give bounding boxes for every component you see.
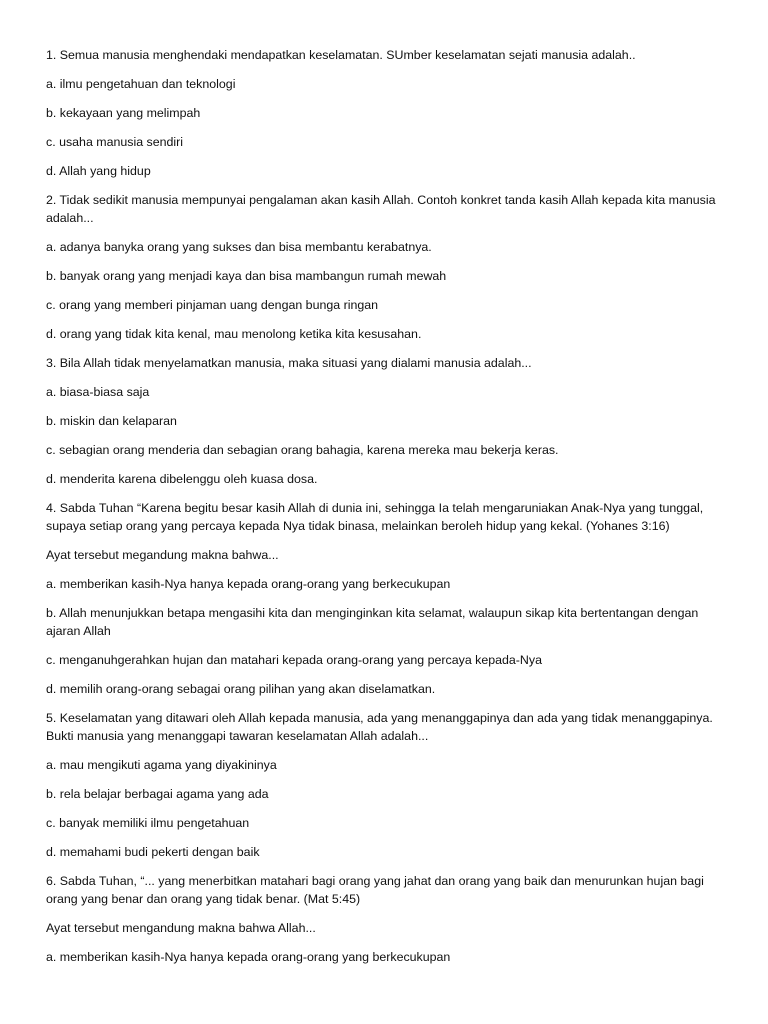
question-2-option-a: a. adanya banyka orang yang sukses dan bisa membantu kerabatnya. — [46, 240, 432, 254]
question-5-option-b: b. rela belajar berbagai agama yang ada — [46, 787, 269, 801]
question-3-option-a: a. biasa-biasa saja — [46, 385, 150, 399]
question-5-option-a: a. mau mengikuti agama yang diyakininya — [46, 758, 277, 772]
document-page — [46, 46, 736, 977]
question-6-option-a: a. memberikan kasih-Nya hanya kepada orang-orang yang berkecukupan — [46, 950, 451, 964]
question-4-option-a: a. memberikan kasih-Nya hanya kepada orang-orang yang berkecukupan — [46, 577, 451, 591]
question-6-prompt: Ayat tersebut mengandung makna bahwa Allah... — [46, 921, 316, 935]
question-3-option-c: c. sebagian orang menderia dan sebagian orang bahagia, karena mereka mau bekerja keras. — [46, 443, 559, 457]
question-5-option-d: d. memahami budi pekerti dengan baik — [46, 845, 260, 859]
question-1-option-a: a. ilmu pengetahuan dan teknologi — [46, 77, 236, 91]
question-2-option-c: c. orang yang memberi pinjaman uang dengan bunga ringan — [46, 298, 379, 312]
question-4-prompt: Ayat tersebut megandung makna bahwa... — [46, 548, 279, 562]
question-4-option-b: b. Allah menunjukkan betapa mengasihi kita dan menginginkan kita selamat, walaupun sikap kita bertentangan dengan ajaran Allah — [46, 606, 699, 638]
question-4-option-d: d. memilih orang-orang sebagai orang pilihan yang akan diselamatkan. — [46, 682, 436, 696]
question-2-option-b: b. banyak orang yang menjadi kaya dan bisa mambangun rumah mewah — [46, 269, 447, 283]
question-2-option-d: d. orang yang tidak kita kenal, mau menolong ketika kita kesusahan. — [46, 327, 422, 341]
question-6: 6. Sabda Tuhan, “... yang menerbitkan matahari bagi orang yang jahat dan orang yang baik dan menurunkan hujan bagi orang yang benar dan orang yang tidak benar. (Mat 5:45) — [46, 874, 704, 906]
question-5-option-c: c. banyak memiliki ilmu pengetahuan — [46, 816, 250, 830]
question-3: 3. Bila Allah tidak menyelamatkan manusia, maka situasi yang dialami manusia adalah... — [46, 356, 532, 370]
question-1-option-b: b. kekayaan yang melimpah — [46, 106, 201, 120]
question-1: 1. Semua manusia menghendaki mendapatkan keselamatan. SUmber keselamatan sejati manusia adalah.. — [46, 48, 636, 62]
question-5: 5. Keselamatan yang ditawari oleh Allah kepada manusia, ada yang menanggapinya dan ada yang tidak menanggapinya. Bukti manusia yang menanggapi tawaran keselamatan Allah adalah... — [46, 711, 713, 743]
question-1-option-c: c. usaha manusia sendiri — [46, 135, 184, 149]
question-4-option-c: c. menganuhgerahkan hujan dan matahari kepada orang-orang yang percaya kepada-Nya — [46, 653, 542, 667]
question-2: 2. Tidak sedikit manusia mempunyai pengalaman akan kasih Allah. Contoh konkret tanda kasih Allah kepada kita manusia adalah... — [46, 193, 716, 225]
question-1-option-d: d. Allah yang hidup — [46, 164, 151, 178]
question-3-option-b: b. miskin dan kelaparan — [46, 414, 177, 428]
question-3-option-d: d. menderita karena dibelenggu oleh kuasa dosa. — [46, 472, 318, 486]
question-4: 4. Sabda Tuhan “Karena begitu besar kasih Allah di dunia ini, sehingga Ia telah mengaruniakan Anak-Nya yang tunggal, supaya setiap orang yang percaya kepada Nya tidak binasa, melainkan beroleh hidup yang kekal. (Yohanes 3:16) — [46, 501, 704, 533]
